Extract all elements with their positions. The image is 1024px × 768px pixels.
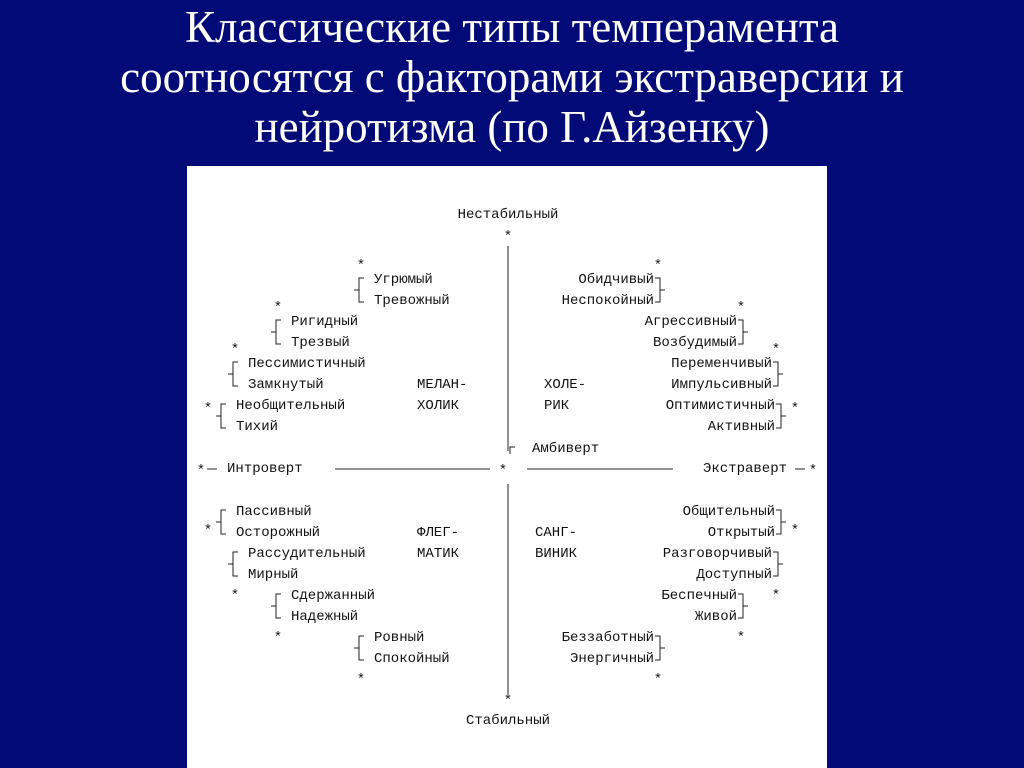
title-line-1: Классические типы темперамента bbox=[184, 2, 840, 52]
star-phlegmatic-1: * bbox=[203, 523, 213, 539]
star-choleric-3: * bbox=[771, 342, 781, 358]
title-line-2: соотносятся с факторами экстраверсии и bbox=[120, 52, 904, 102]
type-sanguine-1: САНГ- bbox=[535, 525, 578, 541]
trait-phlegmatic-6: Надежный bbox=[291, 609, 359, 625]
type-phlegmatic-2: МАТИК bbox=[417, 546, 460, 562]
bracket-sanguine-3 bbox=[738, 594, 748, 618]
star-bottom: * bbox=[503, 693, 513, 709]
type-choleric-2: РИК bbox=[544, 398, 570, 414]
trait-choleric-4: Возбудимый bbox=[652, 335, 737, 351]
type-choleric-1: ХОЛЕ- bbox=[544, 377, 587, 393]
trait-phlegmatic-7: Ровный bbox=[374, 630, 425, 646]
star-phlegmatic-2: * bbox=[230, 588, 240, 604]
bracket-melancholic-4 bbox=[216, 404, 226, 428]
trait-sanguine-1: Общительный bbox=[682, 504, 775, 520]
star-center: * bbox=[498, 463, 508, 479]
bracket-melancholic-2 bbox=[271, 320, 281, 344]
star-sanguine-2: * bbox=[771, 588, 781, 604]
type-melancholic-1: МЕЛАН- bbox=[417, 377, 468, 393]
star-melancholic-2: * bbox=[273, 300, 283, 316]
star-choleric-4: * bbox=[790, 401, 800, 417]
trait-phlegmatic-5: Сдержанный bbox=[291, 588, 376, 604]
trait-melancholic-8: Тихий bbox=[236, 419, 279, 435]
trait-choleric-7: Оптимистичный bbox=[665, 398, 775, 414]
trait-melancholic-6: Замкнутый bbox=[248, 377, 324, 393]
trait-melancholic-7: Необщительный bbox=[236, 398, 346, 414]
type-phlegmatic-1: ФЛЕГ- bbox=[417, 525, 460, 541]
trait-melancholic-3: Ригидный bbox=[291, 314, 359, 330]
star-phlegmatic-4: * bbox=[356, 672, 366, 688]
trait-choleric-2: Неспокойный bbox=[561, 293, 654, 309]
star-sanguine-3: * bbox=[736, 630, 746, 646]
trait-phlegmatic-8: Спокойный bbox=[374, 651, 450, 667]
trait-sanguine-7: Беззаботный bbox=[561, 630, 654, 646]
pole-top-label: Нестабильный bbox=[457, 207, 559, 223]
star-choleric-1: * bbox=[653, 258, 663, 274]
bracket-choleric-3 bbox=[773, 362, 783, 386]
bracket-sanguine-2 bbox=[773, 552, 783, 576]
star-choleric-2: * bbox=[736, 300, 746, 316]
bracket-sanguine-1 bbox=[776, 510, 786, 534]
star-top: * bbox=[503, 229, 513, 245]
title-line-3: нейротизма (по Г.Айзенку) bbox=[254, 102, 770, 152]
bracket-choleric-1 bbox=[655, 278, 665, 302]
slide-title bbox=[20, 2, 1004, 152]
trait-melancholic-5: Пессимистичный bbox=[248, 356, 366, 372]
star-melancholic-3: * bbox=[230, 342, 240, 358]
trait-choleric-3: Агрессивный bbox=[644, 314, 737, 330]
star-melancholic-4: * bbox=[203, 401, 213, 417]
trait-melancholic-1: Угрюмый bbox=[374, 272, 433, 288]
star-melancholic-1: * bbox=[356, 258, 366, 274]
bracket-phlegmatic-4 bbox=[354, 636, 364, 660]
trait-melancholic-4: Трезвый bbox=[291, 335, 350, 351]
star-phlegmatic-3: * bbox=[273, 630, 283, 646]
star-sanguine-1: * bbox=[790, 523, 800, 539]
trait-choleric-8: Активный bbox=[707, 419, 775, 435]
trait-sanguine-4: Доступный bbox=[696, 567, 772, 583]
bracket-melancholic-1 bbox=[354, 278, 364, 302]
pole-right-label: Экстраверт bbox=[702, 461, 787, 477]
trait-sanguine-3: Разговорчивый bbox=[662, 546, 772, 562]
ambivert-label: Амбиверт bbox=[532, 441, 600, 457]
bracket-sanguine-4 bbox=[655, 636, 665, 660]
trait-choleric-5: Переменчивый bbox=[671, 356, 772, 372]
star-left-end: * bbox=[196, 463, 206, 479]
trait-sanguine-2: Открытый bbox=[707, 525, 775, 541]
trait-phlegmatic-4: Мирный bbox=[248, 567, 299, 583]
trait-phlegmatic-3: Рассудительный bbox=[248, 546, 366, 562]
star-sanguine-4: * bbox=[653, 672, 663, 688]
bracket-choleric-2 bbox=[738, 320, 748, 344]
ambivert-bracket bbox=[510, 447, 515, 454]
trait-phlegmatic-2: Осторожный bbox=[236, 525, 321, 541]
pole-left-label: Интроверт bbox=[227, 461, 303, 477]
bracket-melancholic-3 bbox=[228, 362, 238, 386]
trait-choleric-6: Импульсивный bbox=[671, 377, 772, 393]
trait-sanguine-5: Беспечный bbox=[661, 588, 737, 604]
trait-choleric-1: Обидчивый bbox=[578, 272, 654, 288]
pole-bottom-label: Стабильный bbox=[465, 713, 550, 729]
trait-melancholic-2: Тревожный bbox=[374, 293, 450, 309]
bracket-phlegmatic-3 bbox=[271, 594, 281, 618]
eysenck-diagram-panel bbox=[187, 166, 827, 768]
bracket-phlegmatic-1 bbox=[216, 510, 226, 534]
bracket-choleric-4 bbox=[776, 404, 786, 428]
star-right-end: * bbox=[808, 463, 818, 479]
trait-phlegmatic-1: Пассивный bbox=[236, 504, 312, 520]
type-sanguine-2: ВИНИК bbox=[535, 546, 578, 562]
bracket-phlegmatic-2 bbox=[228, 552, 238, 576]
trait-sanguine-8: Энергичный bbox=[569, 651, 654, 667]
trait-sanguine-6: Живой bbox=[694, 609, 737, 625]
type-melancholic-2: ХОЛИК bbox=[417, 398, 460, 414]
